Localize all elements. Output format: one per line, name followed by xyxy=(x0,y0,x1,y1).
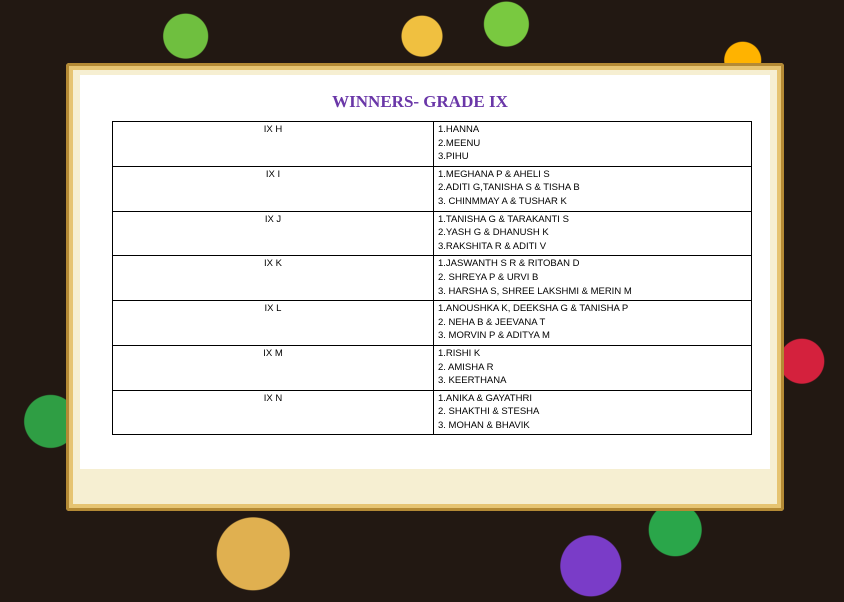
table-row xyxy=(113,211,752,256)
winner-entry: 2.MEENU xyxy=(438,137,481,149)
winners-table xyxy=(112,121,752,435)
winner-entry: 1.RISHI K xyxy=(438,347,481,359)
winner-entry: 3. KEERTHANA xyxy=(438,375,507,387)
winner-entry: 1.JASWANTH S R & RITOBAN D xyxy=(438,258,580,270)
winner-entry: 3.RAKSHITA R & ADITI V xyxy=(438,240,547,252)
winner-entry: 3.PIHU xyxy=(438,151,469,163)
table-row xyxy=(113,390,752,435)
grade-cell: IX K xyxy=(113,256,434,301)
table-row xyxy=(113,301,752,346)
winner-entry: 2.YASH G & DHANUSH K xyxy=(438,227,549,239)
winners-cell xyxy=(434,166,752,211)
winners-cell xyxy=(434,301,752,346)
table-row xyxy=(113,122,752,167)
winner-entry: 2.ADITI G,TANISHA S & TISHA B xyxy=(438,182,580,194)
winner-entry: 2. SHAKTHI & STESHA xyxy=(438,406,540,418)
grade-cell: IX L xyxy=(113,301,434,346)
winners-cell xyxy=(434,211,752,256)
page-title: WINNERS- GRADE IX xyxy=(332,92,508,111)
winner-entry: 1.HANNA xyxy=(438,124,480,135)
table-row xyxy=(113,345,752,390)
grade-cell: IX M xyxy=(113,345,434,390)
winner-entry: 1.MEGHANA P & AHELI S xyxy=(438,168,550,180)
winner-entry: 2. AMISHA R xyxy=(438,361,494,373)
table-row xyxy=(113,256,752,301)
winner-entry: 3. MORVIN P & ADITYA M xyxy=(438,330,550,342)
winners-cell xyxy=(434,122,752,167)
winner-entry: 2. SHREYA P & URVI B xyxy=(438,271,539,283)
table-row xyxy=(113,166,752,211)
winners-cell xyxy=(434,256,752,301)
winner-entry: 3. MOHAN & BHAVIK xyxy=(438,419,530,431)
winner-entry: 1.ANOUSHKA K, DEEKSHA G & TANISHA P xyxy=(438,303,629,315)
winner-entry: 1.TANISHA G & TARAKANTI S xyxy=(438,213,569,225)
table-body xyxy=(113,122,752,435)
grade-cell: IX N xyxy=(113,390,434,435)
winners-cell xyxy=(434,345,752,390)
winner-entry: 3. CHINMMAY A & TUSHAR K xyxy=(438,195,567,207)
grade-cell: IX H xyxy=(113,122,434,167)
winner-entry: 2. NEHA B & JEEVANA T xyxy=(438,316,546,328)
grade-cell: IX J xyxy=(113,211,434,256)
winner-entry: 3. HARSHA S, SHREE LAKSHMI & MERIN M xyxy=(438,285,632,297)
winners-cell xyxy=(434,390,752,435)
winner-entry: 1.ANIKA & GAYATHRI xyxy=(438,392,532,404)
grade-cell: IX I xyxy=(113,166,434,211)
